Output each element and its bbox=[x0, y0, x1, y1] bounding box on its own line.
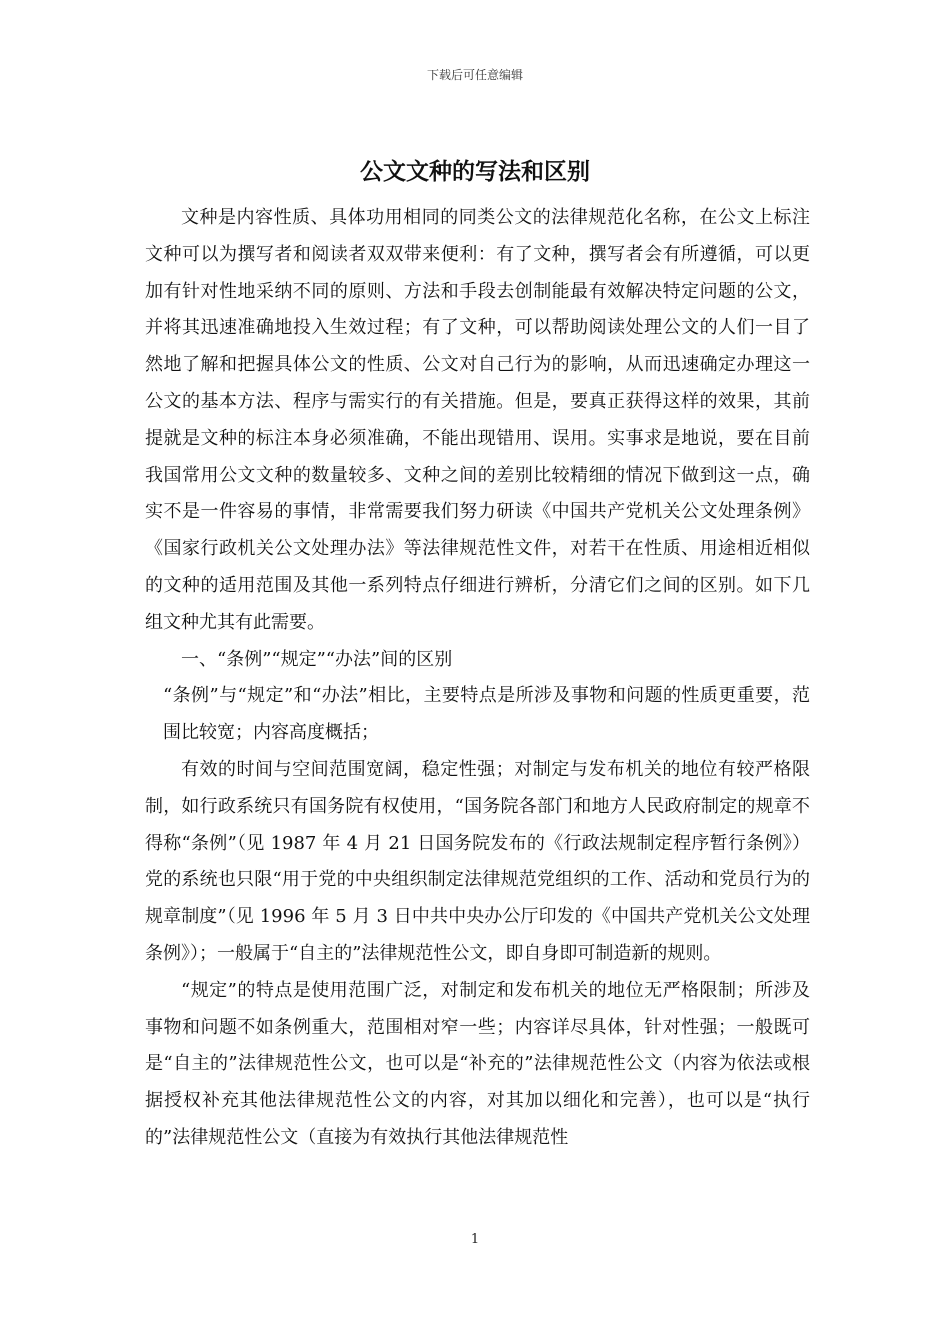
paragraph-regulation-scope: 有效的时间与空间范围宽阔，稳定性强；对制定与发布机关的地位有较严格限制，如行政系统只有国务院有权使用，“国务院各部门和地方人民政府制定的规章不得称“条例”（见 1987 年 4 月 21 日国务院发布的《行政法规制定程序暂行条例》）党的系统也只限“用于党的中央组织制定法律规范党组织的工作、活动和党员行为的规章制度”（见 1996 年 5 月 3 日中共中央办公厅印发的《中国共产党机关公文处理条例》）；一般属于“自主的”法律规范性公文，即自身即可制造新的规则。 bbox=[145, 758, 810, 964]
paragraph-regulation-features: “条例”与“规定”和“办法”相比，主要特点是所涉及事物和问题的性质更重要，范围比较宽；内容高度概括； bbox=[163, 685, 810, 744]
page-header-note: 下载后可任意编辑 bbox=[426, 68, 523, 82]
paragraph-intro: 文种是内容性质、具体功用相同的同类公文的法律规范化名称，在公文上标注文种可以为撰写者和阅读者双双带来便利：有了文种，撰写者会有所遵循，可以更加有针对性地采纳不同的原则、方法和手段去创制能最有效解决特定问题的公文，并将其迅速准确地投入生效过程；有了文种，可以帮助阅读处理公文的人们一目了然地了解和把握具体公文的性质、公文对自己行为的影响，从而迅速确定办理这一公文的基本方法、程序与需实行的有关措施。但是，要真正获得这样的效果，其前提就是文种的标注本身必须准确，不能出现错用、误用。实事求是地说，要在目前我国常用公文文种的数量较多、文种之间的差别比较精细的情况下做到这一点，确实不是一件容易的事情，非常需要我们努力研读《中国共产党机关公文处理条例》《国家行政机关公文处理办法》等法律规范性文件，对若干在性质、用途相近相似的文种的适用范围及其他一系列特点仔细进行辨析，分清它们之间的区别。如下几组文种尤其有此需要。 bbox=[145, 207, 810, 633]
paragraph-provisions: “规定”的特点是使用范围广泛，对制定和发布机关的地位无严格限制；所涉及事物和问题不如条例重大，范围相对窄一些；内容详尽具体，针对性强；一般既可是“自主的”法律规范性公文，也可以是“补充的”法律规范性公文（内容为依法或根据授权补充其他法律规范性公文的内容，对其加以细化和完善），也可以是“执行的”法律规范性公文（直接为有效执行其他法律规范性 bbox=[145, 979, 810, 1148]
document-title: 公文文种的写法和区别 bbox=[360, 159, 590, 185]
document-body bbox=[145, 200, 810, 1157]
section-heading: 一、“条例”“规定”“办法”间的区别 bbox=[181, 648, 453, 670]
page-number: 1 bbox=[470, 1232, 480, 1247]
